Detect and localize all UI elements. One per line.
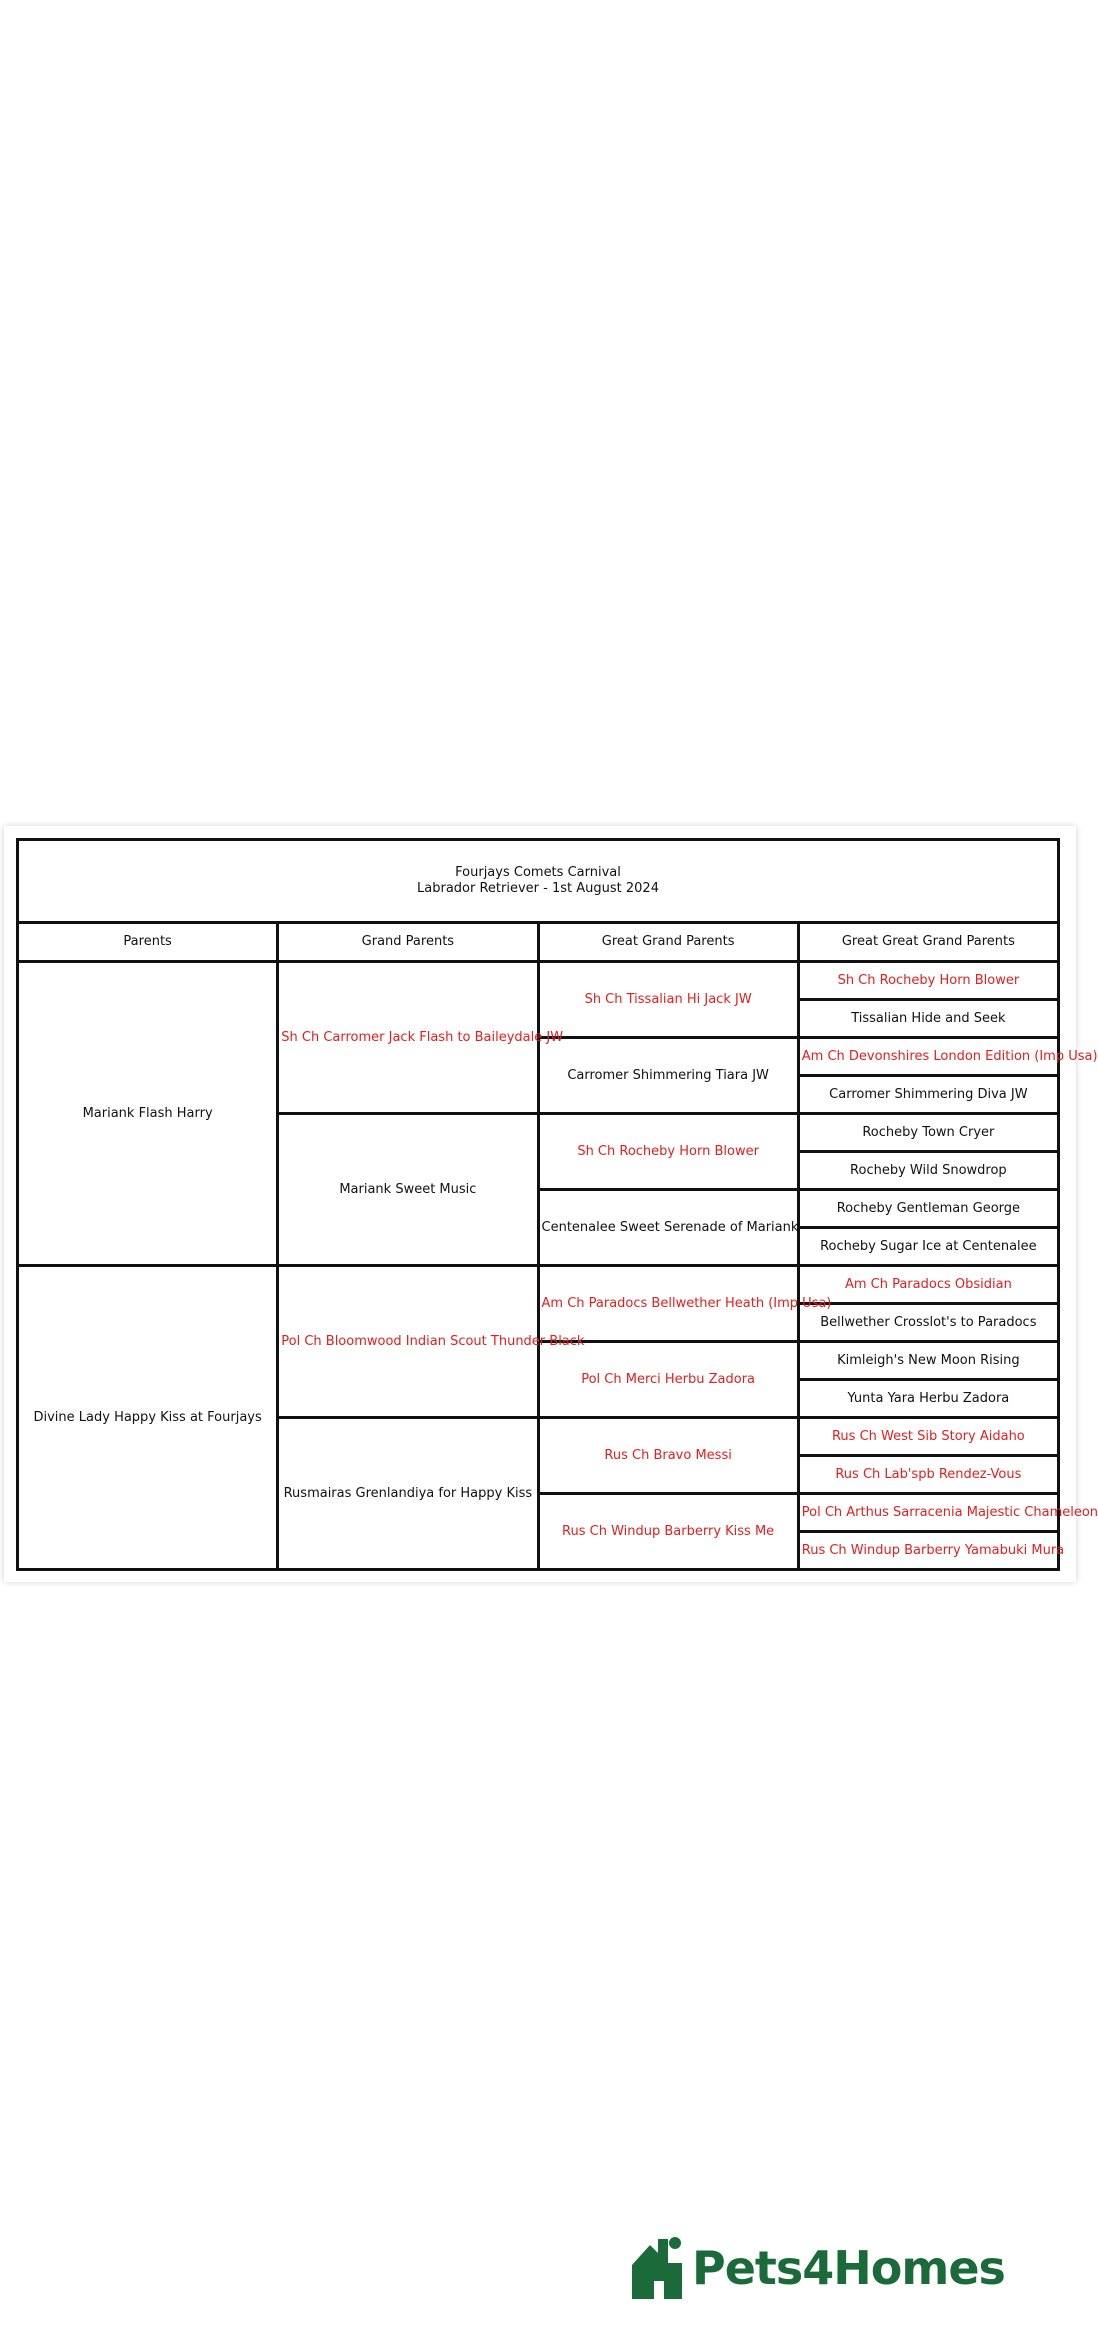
header-great-great-grand-parents: Great Great Grand Parents (798, 923, 1058, 962)
grand-parent-cell: Pol Ch Bloomwood Indian Scout Thunder Black (278, 1266, 538, 1418)
great-great-grand-parent-cell: Am Ch Paradocs Obsidian (798, 1266, 1058, 1304)
pedigree-row (18, 962, 1059, 1000)
great-grand-parent-cell: Rus Ch Windup Barberry Kiss Me (538, 1494, 798, 1570)
great-great-grand-parent-cell: Tissalian Hide and Seek (798, 1000, 1058, 1038)
pets4homes-logo (628, 2232, 1008, 2304)
great-great-grand-parent-cell: Rus Ch West Sib Story Aidaho (798, 1418, 1058, 1456)
great-great-grand-parent-cell: Rus Ch Windup Barberry Yamabuki Mura (798, 1532, 1058, 1570)
great-great-grand-parent-cell: Carromer Shimmering Diva JW (798, 1076, 1058, 1114)
great-great-grand-parent-cell: Rus Ch Lab'spb Rendez-Vous (798, 1456, 1058, 1494)
great-grand-parent-cell: Am Ch Paradocs Bellwether Heath (Imp Usa) (538, 1266, 798, 1342)
great-grand-parent-cell: Rus Ch Bravo Messi (538, 1418, 798, 1494)
great-great-grand-parent-cell: Rocheby Sugar Ice at Centenalee (798, 1228, 1058, 1266)
great-grand-parent-cell: Pol Ch Merci Herbu Zadora (538, 1342, 798, 1418)
great-grand-parent-cell: Carromer Shimmering Tiara JW (538, 1038, 798, 1114)
pedigree-table (16, 838, 1098, 1571)
dog-name: Fourjays Comets Carnival (455, 865, 621, 881)
great-grand-parent-cell: Centenalee Sweet Serenade of Mariank (538, 1190, 798, 1266)
parent-cell: Divine Lady Happy Kiss at Fourjays (18, 1266, 278, 1570)
great-grand-parent-cell: Sh Ch Tissalian Hi Jack JW (538, 962, 798, 1038)
great-great-grand-parent-cell: Yunta Yara Herbu Zadora (798, 1380, 1058, 1418)
header-great-grand-parents: Great Grand Parents (538, 923, 798, 962)
parent-cell: Mariank Flash Harry (18, 962, 278, 1266)
pedigree-row (18, 1266, 1059, 1304)
house-pet-logo-icon (628, 2233, 686, 2303)
great-great-grand-parent-cell: Am Ch Devonshires London Edition (Imp Usa) (798, 1038, 1058, 1076)
great-great-grand-parent-cell: Kimleigh's New Moon Rising (798, 1342, 1058, 1380)
great-great-grand-parent-cell: Pol Ch Arthus Sarracenia Majestic Chameleon (798, 1494, 1058, 1532)
pedigree-title (18, 840, 1059, 923)
great-great-grand-parent-cell: Rocheby Wild Snowdrop (798, 1152, 1058, 1190)
header-grand-parents: Grand Parents (278, 923, 538, 962)
great-great-grand-parent-cell: Rocheby Gentleman George (798, 1190, 1058, 1228)
brand-name: Pets4Homes (692, 2241, 1005, 2295)
header-parents: Parents (18, 923, 278, 962)
breed-and-date: Labrador Retriever - 1st August 2024 (417, 881, 659, 896)
grand-parent-cell: Rusmairas Grenlandiya for Happy Kiss (278, 1418, 538, 1570)
great-great-grand-parent-cell: Bellwether Crosslot's to Paradocs (798, 1304, 1058, 1342)
grand-parent-cell: Sh Ch Carromer Jack Flash to Baileydale JW (278, 962, 538, 1114)
great-grand-parent-cell: Sh Ch Rocheby Horn Blower (538, 1114, 798, 1190)
great-great-grand-parent-cell: Rocheby Town Cryer (798, 1114, 1058, 1152)
pedigree-card (4, 826, 1098, 1582)
great-great-grand-parent-cell: Sh Ch Rocheby Horn Blower (798, 962, 1058, 1000)
grand-parent-cell: Mariank Sweet Music (278, 1114, 538, 1266)
